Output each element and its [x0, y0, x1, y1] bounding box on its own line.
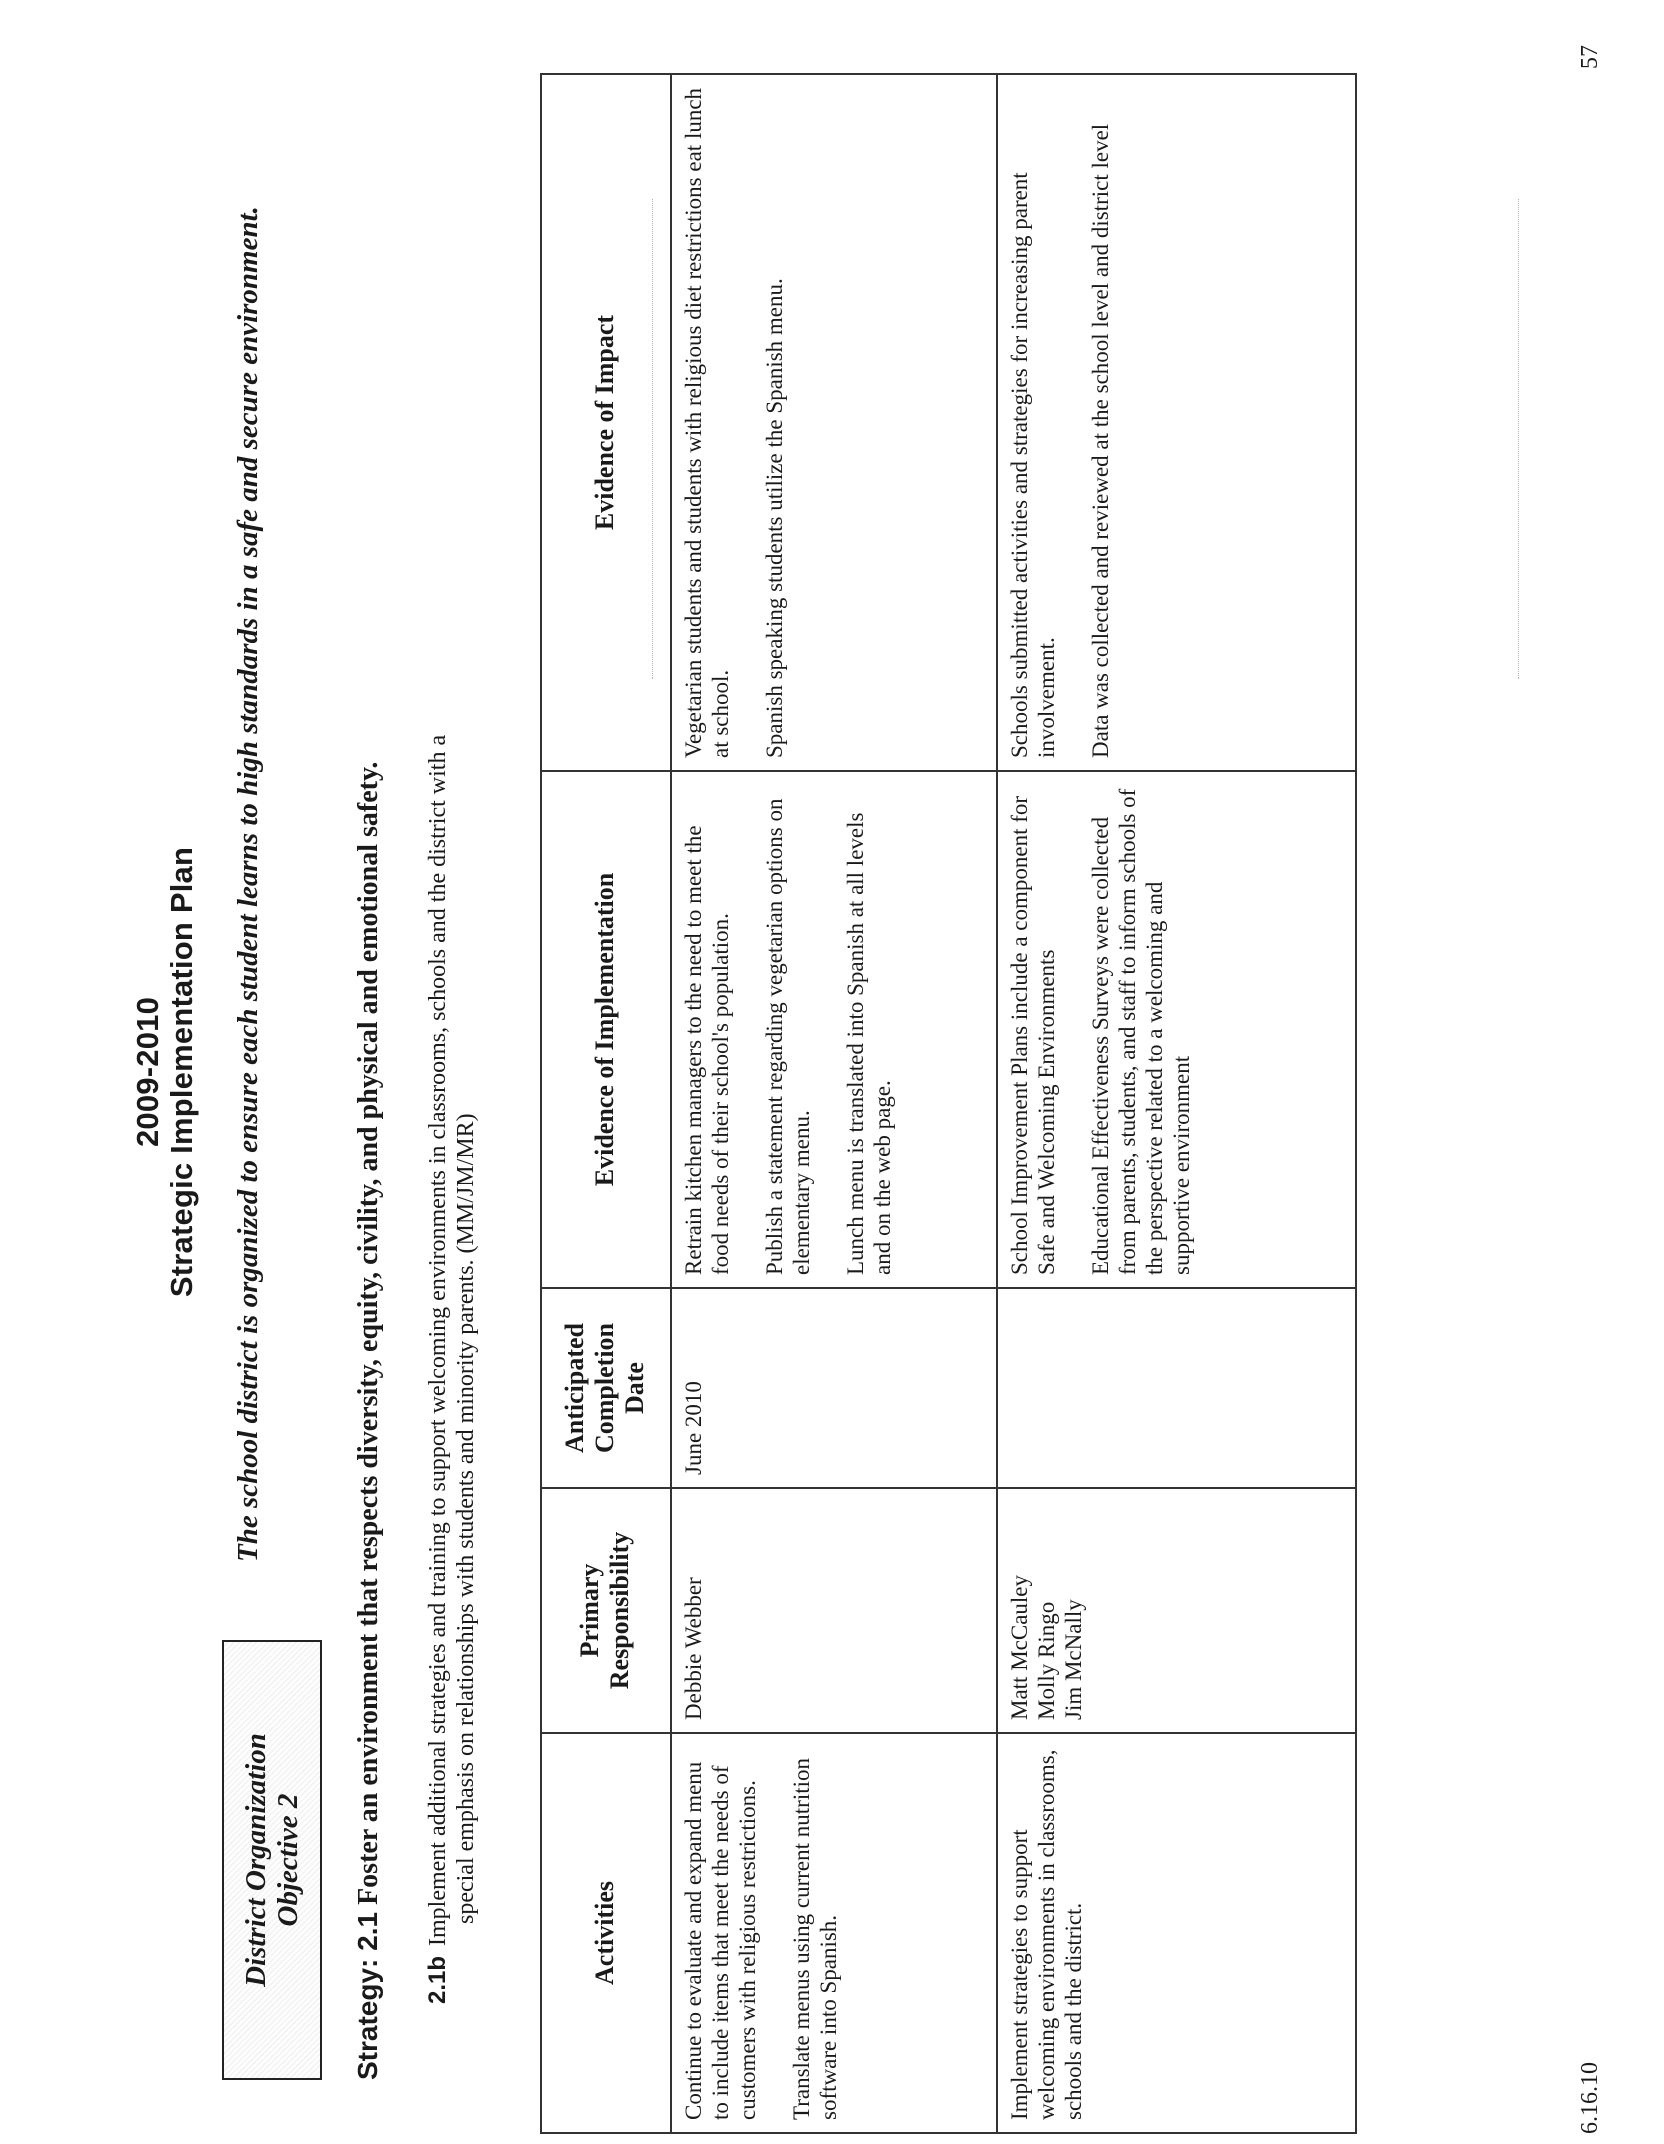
- cell-activities: [997, 1733, 1356, 2133]
- implementation-text: Publish a statement regarding vegetarian options on elementary menu.: [762, 798, 814, 1275]
- cell-impact: [671, 74, 997, 771]
- cell-activities: [671, 1733, 997, 2133]
- responsible-person: Jim McNally: [1061, 1599, 1086, 1720]
- sub-strategy-number: 2.1b: [424, 1955, 451, 2004]
- scan-artifact-line: [1518, 199, 1519, 679]
- impact-text: Vegetarian students and students with religious diet restrictions eat lunch at school.: [681, 87, 733, 758]
- objective-box: [222, 1640, 322, 2080]
- implementation-text: Retrain kitchen managers to the need to meet the food needs of their school's population.: [681, 825, 733, 1275]
- impact-text: Spanish speaking students utilize the Spanish menu.: [762, 278, 787, 758]
- objective-box-line-1: District Organization: [240, 1733, 272, 1987]
- sub-strategy-text-line-1: Implement additional strategies and training to support welcoming environments in classrooms, schools and the district with a: [425, 734, 451, 1946]
- strategy-text: Foster an environment that respects diversity, equity, civility, and physical and emotional safety.: [353, 761, 384, 1905]
- document-year: 2009-2010: [130, 996, 165, 1148]
- cell-implementation: [671, 771, 997, 1288]
- cell-completion-date: [997, 1288, 1356, 1488]
- objective-statement: The school district is organized to ensure each student learns to high standards in a safe and secure environment.: [232, 206, 264, 1562]
- cell-implementation: [997, 771, 1356, 1288]
- objective-box-line-2: Objective 2: [272, 1793, 304, 1927]
- scan-artifact-line: [652, 199, 653, 679]
- strategy-heading: [350, 80, 387, 2080]
- activity-text: Continue to evaluate and expand menu to include items that meet the needs of customers with religious restrictions.: [681, 1761, 760, 2120]
- responsible-person: Molly Ringo: [1034, 1601, 1059, 1720]
- cell-responsibility: [671, 1488, 997, 1733]
- header-anticipated-completion-date: Anticipated Completion Date: [541, 1288, 671, 1488]
- responsible-person: Debbie Webber: [681, 1577, 706, 1720]
- header-activities: Activities: [541, 1733, 671, 2133]
- cell-impact: [997, 74, 1356, 771]
- header-evidence-of-impact: Evidence of Impact: [541, 74, 671, 771]
- cell-responsibility: [997, 1488, 1356, 1733]
- impact-text: Schools submitted activities and strategies for increasing parent involvement.: [1007, 172, 1059, 758]
- implementation-table: [540, 73, 1357, 2134]
- table-row: [671, 74, 997, 2133]
- impact-text: Data was collected and reviewed at the school level and district level: [1088, 123, 1113, 758]
- header-primary-responsibility: Primary Responsibility: [541, 1488, 671, 1733]
- cell-completion-date: June 2010: [671, 1288, 997, 1488]
- implementation-text: Lunch menu is translated into Spanish at all levels and on the web page.: [843, 812, 895, 1275]
- strategy-label: Strategy: 2.1: [352, 1911, 383, 2080]
- sub-strategy-text-line-2: special emphasis on relationships with students and minority parents. (MM/JM/MR): [453, 1113, 479, 1924]
- implementation-text: School Improvement Plans include a component for Safe and Welcoming Environments: [1007, 795, 1059, 1275]
- responsible-person: Matt McCauley: [1007, 1575, 1032, 1720]
- table-row: [997, 74, 1356, 2133]
- footer-date: 6.16.10: [1577, 2062, 1603, 2134]
- activity-text: Implement strategies to support welcoming environments in classrooms, schools and the district.: [1007, 1749, 1086, 2120]
- page-number: 57: [1577, 45, 1603, 69]
- header-evidence-of-implementation: Evidence of Implementation: [541, 771, 671, 1288]
- implementation-text: Educational Effectiveness Surveys were collected from parents, students, and staff to inform schools of the perspective related to a welcoming and supportive environment: [1088, 788, 1194, 1275]
- activity-text: Translate menus using current nutrition software into Spanish.: [789, 1758, 841, 2120]
- document-title: Strategic Implementation Plan: [164, 846, 199, 1298]
